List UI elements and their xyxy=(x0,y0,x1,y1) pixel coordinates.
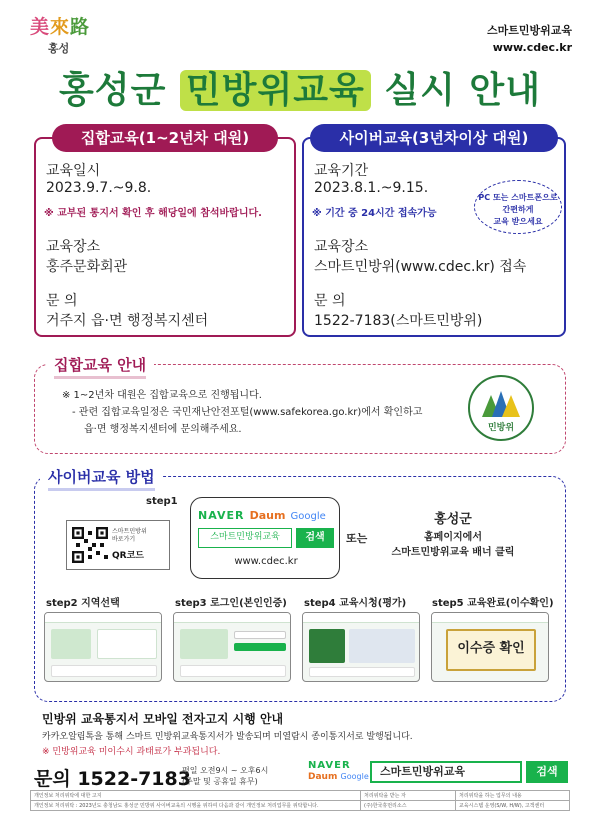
footer-contact: 문의 1522-7183 xyxy=(34,768,191,790)
portal-search-input[interactable]: 스마트민방위교육 xyxy=(198,528,292,548)
hours-1: 평일 오전9시 ~ 오후6시 xyxy=(182,766,269,775)
notice-line2: ※ 민방위교육 미이수시 과태료가 부과됩니다. xyxy=(42,747,221,757)
cyber-method-underline xyxy=(48,488,155,491)
minbangwi-logo-text: 민방위 xyxy=(487,423,515,433)
group-info-underline xyxy=(54,376,146,379)
title-post: 실시 안내 xyxy=(370,70,541,111)
step3-shot-footer xyxy=(180,665,286,677)
step2-shot-header xyxy=(45,613,161,623)
homepage-3[interactable]: 스마트민방위교육 배너 클릭 xyxy=(391,547,515,558)
step2-shot-map xyxy=(51,629,91,659)
cyber-period-value: 2023.8.1.~9.15. xyxy=(314,180,429,196)
logo-char-3: 路 xyxy=(70,16,91,38)
footer-naver-logo: NAVER xyxy=(308,760,351,771)
table-cell: 개인정보 처리위탁 : 2023년도 충청남도 홍성군 민방위 사이버교육의 시행을 위하여 다음과 같이 개인정보 처리업무를 위탁합니다. xyxy=(31,801,361,811)
bubble-line-3: 교육 받으세요 xyxy=(493,217,543,226)
daum-logo: Daum xyxy=(249,509,286,522)
group-place-label: 교육장소 xyxy=(46,239,101,255)
footer-google-logo: Google xyxy=(340,772,369,781)
footer-portal-logos xyxy=(308,760,369,782)
logo-char-2: 來 xyxy=(50,16,71,38)
privacy-table xyxy=(30,790,570,811)
cyber-place-value[interactable]: 스마트민방위(www.cdec.kr) 접속 xyxy=(314,259,527,275)
footer-hours xyxy=(182,765,268,787)
title-highlight: 민방위교육 xyxy=(180,70,371,111)
hours-2: (주말 및 공휴일 휴무) xyxy=(182,777,258,786)
qr-text xyxy=(112,528,170,544)
logo-hanja xyxy=(30,12,90,39)
cyber-period-label: 교육기간 xyxy=(314,163,369,179)
group-info-line3: 읍·면 행정복지센터에 문의해주세요. xyxy=(84,424,242,435)
group-edu-tag: 집합교육(1~2년차 대원) xyxy=(52,124,278,152)
homepage-2: 홈페이지에서 xyxy=(424,532,482,543)
step4-shot-sidebar xyxy=(309,629,345,663)
notice-line1: 카카오알림톡을 통해 스마트 민방위교육통지서가 발송되며 미열람시 종이통지서로 발행됩니다. xyxy=(42,732,413,742)
table-cell: 처리위탁을 하는 업무의 내용 xyxy=(456,791,570,801)
step4-screenshot xyxy=(302,612,420,682)
group-info-title-text: 집합교육 안내 xyxy=(54,356,147,374)
cyber-contact-value: 1522-7183(스마트민방위) xyxy=(314,313,483,329)
step5-label: step5 교육완료(이수확인) xyxy=(432,598,554,609)
group-place-value: 홍주문화회관 xyxy=(46,259,128,275)
step5-screenshot xyxy=(431,612,549,682)
step2-shot-list xyxy=(97,629,157,659)
cyber-period-note: ※ 기간 중 24시간 접속가능 xyxy=(312,208,437,219)
cyber-bubble xyxy=(474,180,562,234)
cyber-method-title xyxy=(40,466,163,491)
step3-shot-field xyxy=(234,631,286,639)
step3-screenshot xyxy=(173,612,291,682)
page-title xyxy=(0,62,600,113)
group-contact-value: 거주지 읍·면 행정복지센터 xyxy=(46,313,209,329)
step5-shot-header xyxy=(432,613,548,623)
portal-search-button[interactable]: 검색 xyxy=(296,528,334,548)
qr-caption: QR코드 xyxy=(112,551,144,561)
step3-shot-header xyxy=(174,613,290,623)
logo-sub: 홍성 xyxy=(48,42,70,55)
step2-shot-footer xyxy=(51,665,157,677)
bubble-line-2: 간편하게 xyxy=(502,205,534,214)
footer-search-button[interactable]: 검색 xyxy=(526,761,568,783)
qr-code-icon[interactable] xyxy=(72,526,108,564)
step2-label: step2 지역선택 xyxy=(46,598,120,609)
org-url[interactable]: www.cdec.kr xyxy=(492,41,572,54)
google-logo: Google xyxy=(290,511,326,522)
step3-shot-image xyxy=(180,629,228,659)
title-pre: 홍성군 xyxy=(59,70,180,111)
cyber-method-title-text: 사이버교육 방법 xyxy=(48,468,155,486)
step2-screenshot xyxy=(44,612,162,682)
step4-shot-footer xyxy=(309,667,415,677)
group-info-title xyxy=(46,354,154,379)
group-date-note: ※ 교부된 통지서 확인 후 해당일에 참석바랍니다. xyxy=(44,208,262,219)
footer-daum-logo: Daum xyxy=(308,772,338,782)
table-cell: 처리위탁을 받는 자 xyxy=(361,791,456,801)
table-row xyxy=(31,791,570,801)
notice-title: 민방위 교육통지서 모바일 전자고지 시행 안내 xyxy=(42,712,284,726)
step4-label: step4 교육시청(평가) xyxy=(304,598,407,609)
table-cell: 교육시스템 운영(S/W, H/W), 고객센터 xyxy=(456,801,570,811)
cdec-url[interactable]: www.cdec.kr xyxy=(234,556,298,567)
step3-label: step3 로그인(본인인증) xyxy=(175,598,287,609)
homepage-instructions xyxy=(378,510,528,560)
qr-text-2: 바로가기 xyxy=(112,536,136,543)
step4-shot-header xyxy=(303,613,419,623)
footer-search-input[interactable]: 스마트민방위교육 xyxy=(370,761,522,783)
group-info-line1: ※ 1~2년차 대원은 집합교육으로 진행됩니다. xyxy=(62,390,262,401)
table-cell: (주)한국휴먼리소스 xyxy=(361,801,456,811)
step1-label: step1 xyxy=(146,496,178,507)
homepage-1: 홍성군 xyxy=(434,512,472,527)
org-block xyxy=(487,22,572,56)
table-cell: 개인정보 처리위탁에 대한 고지 xyxy=(31,791,361,801)
cyber-place-label: 교육장소 xyxy=(314,239,369,255)
group-date-value: 2023.9.7.~9.8. xyxy=(46,180,152,196)
group-contact-label: 문 의 xyxy=(46,293,78,309)
naver-logo: NAVER xyxy=(198,509,245,522)
step3-shot-button xyxy=(234,643,286,651)
step5-overlay-text: 이수증 확인 xyxy=(457,641,525,656)
qr-text-1: 스마트민방위 xyxy=(112,528,147,535)
group-date-label: 교육일시 xyxy=(46,163,101,179)
step4-shot-video xyxy=(349,629,415,663)
org-name: 스마트민방위교육 xyxy=(486,24,572,37)
bubble-line-1: PC 또는 스마트폰으로 xyxy=(478,193,558,202)
logo-char-1: 美 xyxy=(30,16,51,38)
cyber-contact-label: 문 의 xyxy=(314,293,346,309)
table-row xyxy=(31,801,570,811)
group-info-line2: - 관련 집합교육일정은 국민재난안전포털(www.safekorea.go.kr)에서 확인하고 xyxy=(72,407,423,418)
or-text: 또는 xyxy=(346,532,368,545)
cyber-edu-tag: 사이버교육(3년차이상 대원) xyxy=(310,124,558,152)
portal-logos xyxy=(198,504,326,523)
